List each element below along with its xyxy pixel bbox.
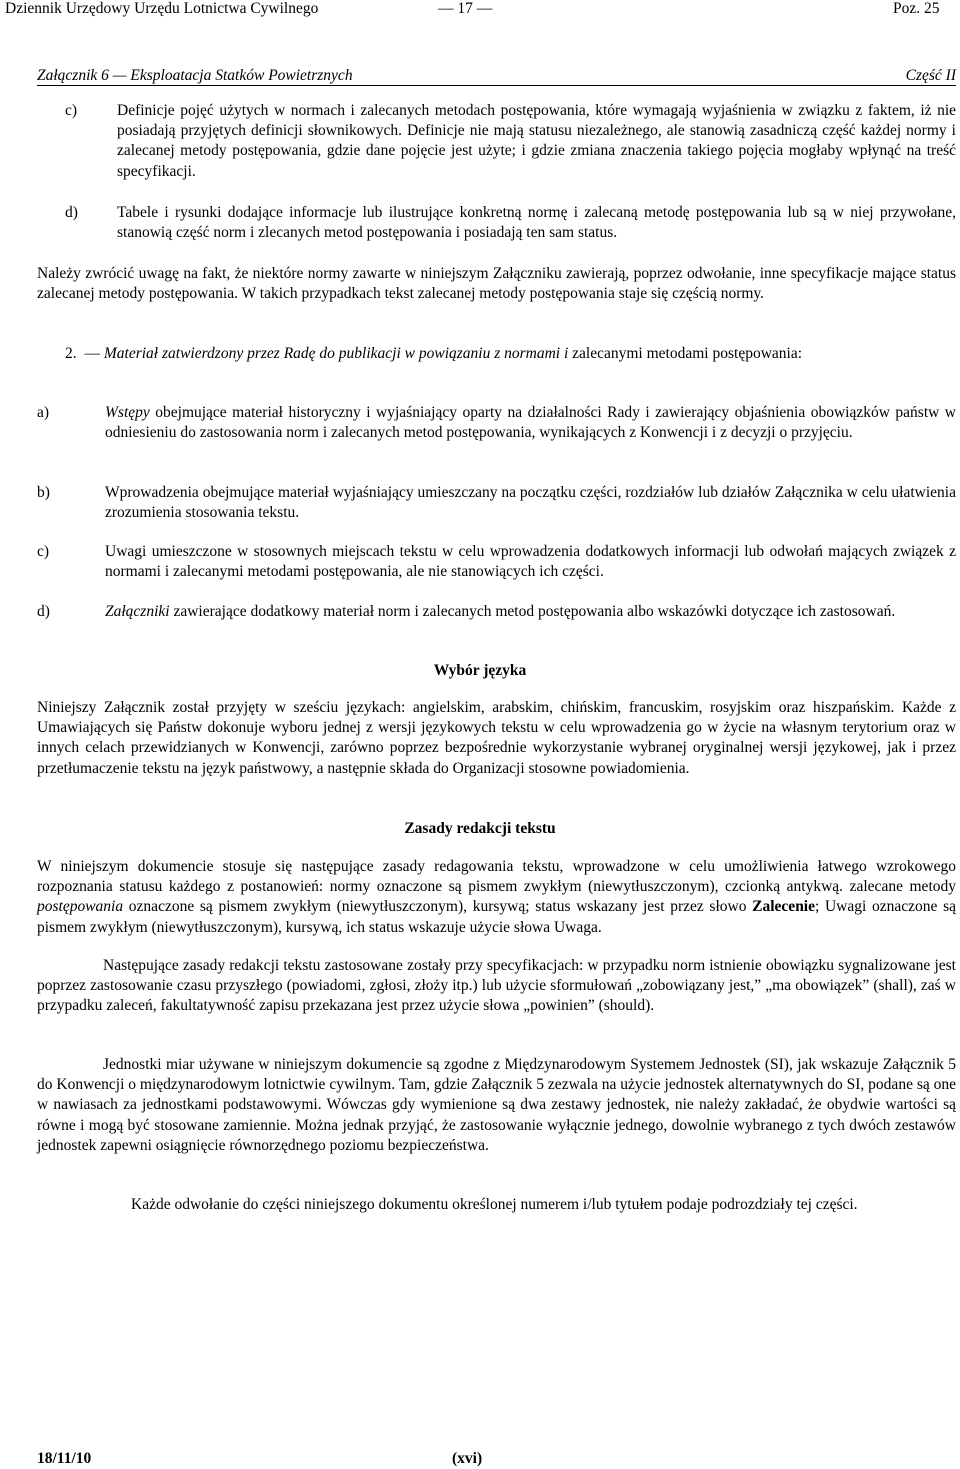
item-text: Definicje pojęć użytych w normach i zalecanych metodach postępowania, które wymagają wyjaśnienia w związku z faktem, iż nie posiadają przyjętych definicji słownikowych. Definicje nie mają statusu niezależnego, ale stanowią zasadniczą część każdej normy i zalecanej metody postępowania, gdzie dane pojęcie jest użyte; i gdzie zmiana znaczenia takiego pojęcia mogłaby wpłynąć na treść specyfikacji. [117, 102, 956, 180]
page-number: — 17 — [438, 0, 493, 17]
footer-date: 18/11/10 [37, 1450, 92, 1467]
p1-bold: Zalecenie [752, 898, 815, 916]
part-label: Część II [905, 67, 956, 84]
editorial-heading: Zasady redakcji tekstu [404, 820, 556, 837]
language-heading: Wybór języka [433, 662, 527, 679]
annex-subheader [37, 67, 956, 86]
section2-item-d [37, 602, 956, 622]
section-dash: — [84, 345, 100, 362]
item-text: Tabele i rysunki dodające informacje lub ilustrujące konkretną normę i zalecaną metodę postępowania lub są w niej przywołane, stanowią część norm i zlecanych metod postępowania i posiadają ten sam status. [117, 204, 956, 242]
item-label: c) [65, 102, 78, 119]
item-label: d) [37, 603, 50, 620]
item-label: b) [37, 484, 50, 501]
language-paragraph: Niniejszy Załącznik został przyjęty w sześciu językach: angielskim, arabskim, chińskim, francuskim, rosyjskim oraz hiszpańskim. Każde z Umawiających się Państw dokonuje wyboru jednej z wersji językowych tekstu w celu wprowadzenia go w życie na własnym terytorium oraz w innych celach przewidzianych w Konwencji, zarówno poprzez bezpośrednie wykorzystanie wybranej oryginalnej wersji językowej, jak i przez przetłumaczenie tekstu na język państwowy, a następnie składa do Organizacji stosowne powiadomienia. [37, 699, 956, 777]
position-number: Poz. 25 [893, 0, 940, 17]
editorial-paragraph-1 [37, 857, 956, 938]
item-text: zawierające dodatkowy materiał norm i zalecanych metod postępowania albo wskazówki dotyczące ich zastosowań. [169, 603, 896, 620]
section2-item-a [37, 403, 956, 443]
annex-title: Załącznik 6 — Eksploatacja Statków Powietrznych [37, 67, 353, 84]
item-text: umieszczone w stosownych miejscach tekstu w celu wprowadzenia dodatkowych informacji lub odwołań mających związek z normami i zalecanymi metodami postępowania, ale nie stanowiących ich części. [105, 543, 956, 581]
p1-italic: postępowania [37, 898, 124, 916]
item-text: obejmujące materiał wyjaśniający umieszczany na początku części, rozdziałów lub działów Załącznika w celu ułatwienia zrozumienia stosowania tekstu. [105, 484, 956, 522]
p1-part-c: ; Uwagi oznaczone są pismem zwykłym (niewytłuszczonym), kursywą, ich status wskazuje użycie słowa Uwaga. [37, 898, 956, 936]
editorial-paragraph-2: Następujące zasady redakcji tekstu zastosowane zostały przy specyfikacjach: w przypadku norm istnienie obowiązku sygnalizowane jest poprzez zastosowanie czasu przyszłego (powiadomi, zgłosi, złoży itp.) lub użycie sformułowań „zobowiązany jest,” „ma obowiązek” (shall), zaś w przypadku zaleceń, fakultatywność zapisu przekazana jest przez użycie słowa „powinien” (should). [37, 957, 956, 1015]
item-label: a) [37, 404, 50, 421]
note-paragraph: Należy zwrócić uwagę na fakt, że niektóre normy zawarte w niniejszym Załączniku zawierają, poprzez odwołanie, inne specyfikacje mające status zalecanej metody postępowania. W takich przypadkach tekst zalecanej metody postępowania staje się częścią normy. [37, 265, 956, 303]
editorial-paragraph-4: Każde odwołanie do części niniejszego dokumentu określonej numerem i/lub tytułem podaje podrozdziały tej części. [131, 1196, 858, 1213]
section-title-italic: Materiał zatwierdzony przez Radę do publikacji w powiązaniu z normami i [103, 345, 569, 362]
running-header [0, 0, 960, 20]
footer-page: (xvi) [452, 1450, 483, 1467]
item-lead: Wprowadzenia [105, 484, 199, 501]
publication-title: Dziennik Urzędowy Urzędu Lotnictwa Cywilnego [5, 0, 319, 17]
intro-item-c [65, 101, 956, 182]
intro-item-d [65, 203, 956, 243]
editorial-paragraph-3: Jednostki miar używane w niniejszym dokumencie są zgodne z Międzynarodowym Systemem Jednostek (SI), jak wskazuje Załącznik 5 do Konwencji o międzynarodowym lotnictwie cywilnym. Tam, gdzie Załącznik 5 zezwala na użycie jednostek alternatywnych do SI, podane są one w nawiasach za jednostkami podstawowymi. Wówczas gdy wymienione są dwa zestawy jednostek, nie należy zakładać, że obydwie wartości są równe i mogą być stosowane zamiennie. Można jednak przyjąć, że zastosowanie wyłącznie jednego, dowolnie wybranego z tych dwóch zestawów jednostek zapewni osiągnięcie równorzędnego poziomu bezpieczeństwa. [37, 1056, 956, 1154]
section-number: 2. [65, 345, 77, 362]
section2-item-b [37, 483, 956, 523]
section-title-rest: zalecanymi metodami postępowania: [572, 345, 803, 362]
p1-part-a: W niniejszym dokumencie stosuje się następujące zasady redagowania tekstu, wprowadzone w celu umożliwienia łatwego wzrokowego rozpoznania statusu każdego z postanowień: normy oznaczone są pismem zwykłym (niewytłuszczonym), czcionką antykwą. zalecane metody [37, 858, 956, 896]
item-lead: Wstępy [105, 404, 150, 421]
section2-item-c [37, 542, 956, 582]
item-lead: Uwagi [105, 543, 147, 560]
item-text: obejmujące materiał historyczny i wyjaśniający oparty na działalności Rady i zawierający objaśnienia obowiązków państw w odniesieniu do zastosowania norm i zalecanych metod postępowania, wynikających z Konwencji i z decyzji o przyjęciu. [105, 404, 956, 442]
item-label: c) [37, 543, 50, 560]
section-2-title [65, 345, 960, 363]
p1-part-b: oznaczone są pismem zwykłym (niewytłuszczonym), kursywą; status wskazany jest przez słowo [123, 898, 753, 916]
item-label: d) [65, 204, 78, 221]
item-lead: Załączniki [105, 603, 170, 620]
